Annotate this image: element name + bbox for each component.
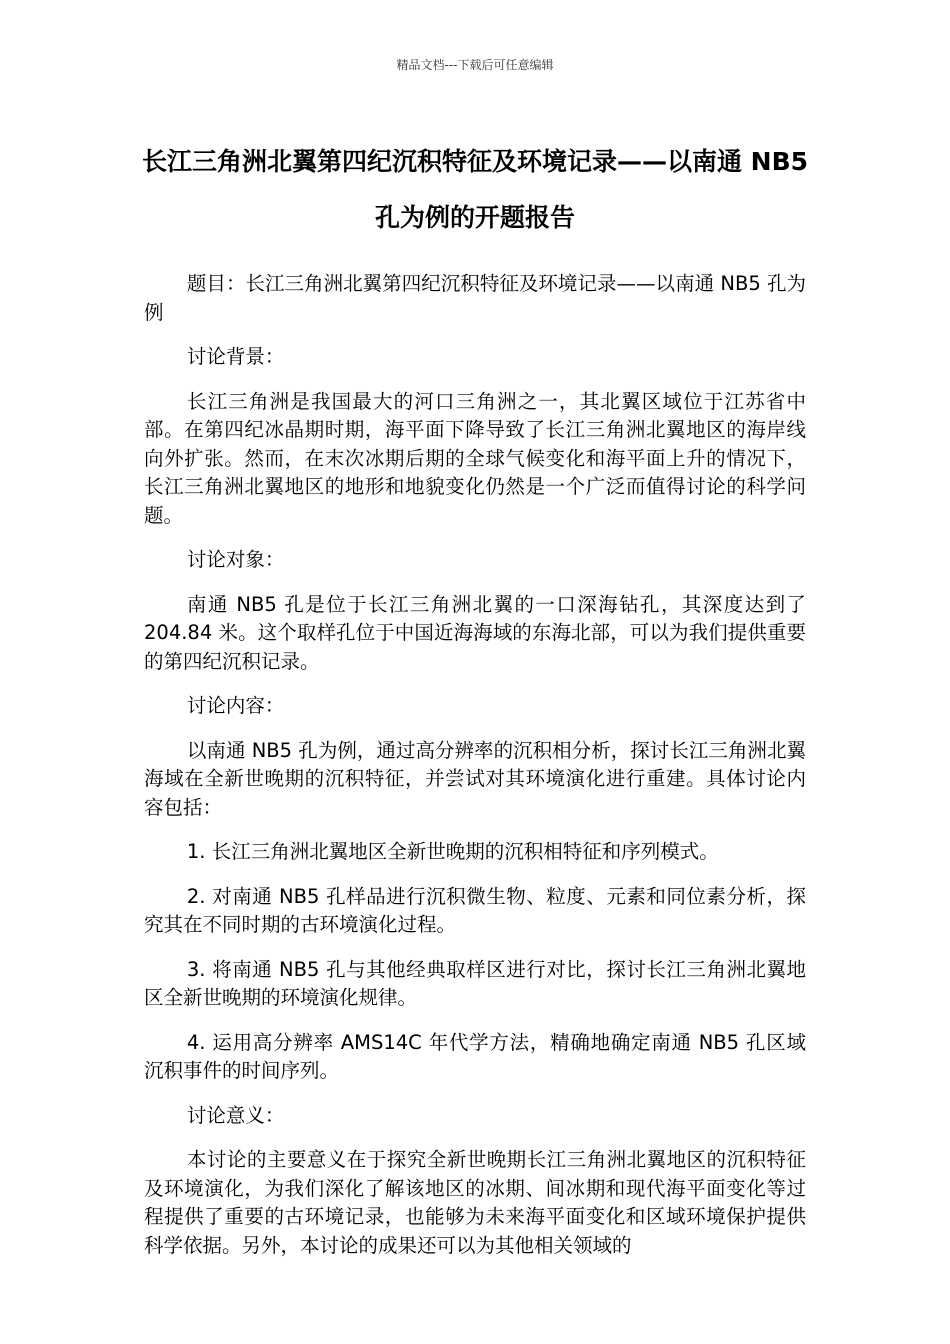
content-heading: 讨论内容：	[186, 694, 285, 717]
content-item-3: 3. 将南通 NB5 孔与其他经典取样区进行对比，探讨长江三角洲北翼地区全新世晚期的环境演化规律。	[144, 957, 806, 1009]
background-heading: 讨论背景：	[186, 345, 285, 368]
header-note: 精品文档---下载后可任意编辑	[396, 58, 554, 72]
background-paragraph: 长江三角洲是我国最大的河口三角洲之一，其北翼区域位于江苏省中部。在第四纪冰晶期时期，海平面下降导致了长江三角洲北翼地区的海岸线向外扩张。然而，在末次冰期后期的全球气候变化和海平面上升的情况下，长江三角洲北翼地区的地形和地貌变化仍然是一个广泛而值得讨论的科学问题。	[144, 389, 806, 527]
subject-heading: 讨论对象：	[186, 548, 285, 571]
document-body	[144, 270, 806, 1276]
content-item-2: 2. 对南通 NB5 孔样品进行沉积微生物、粒度、元素和同位素分析，探究其在不同时期的古环境演化过程。	[144, 884, 806, 936]
significance-heading: 讨论意义：	[186, 1103, 285, 1127]
significance-paragraph: 本讨论的主要意义在于探究全新世晚期长江三角洲北翼地区的沉积特征及环境演化，为我们深化了解该地区的冰期、间冰期和现代海平面变化等过程提供了重要的古环境记录，也能够为未来海平面变化和区域环境保护提供科学依据。另外，本讨论的成果还可以为其他相关领域的	[144, 1148, 806, 1257]
content-item-4: 4. 运用高分辨率 AMS14C 年代学方法，精确地确定南通 NB5 孔区域沉积事件的时间序列。	[144, 1030, 806, 1082]
content-paragraph: 以南通 NB5 孔为例，通过高分辨率的沉积相分析，探讨长江三角洲北翼海域在全新世晚期的沉积特征，并尝试对其环境演化进行重建。具体讨论内容包括：	[144, 738, 806, 819]
document-title: 长江三角洲北翼第四纪沉积特征及环境记录——以南通 NB5 孔为例的开题报告	[141, 147, 809, 232]
content-item-1: 1. 长江三角洲北翼地区全新世晚期的沉积相特征和序列模式。	[186, 840, 719, 863]
topic-paragraph: 题目：长江三角洲北翼第四纪沉积特征及环境记录——以南通 NB5 孔为例	[144, 272, 806, 324]
subject-paragraph: 南通 NB5 孔是位于长江三角洲北翼的一口深海钻孔，其深度达到了 204.84 米。这个取样孔位于中国近海海域的东海北部，可以为我们提供重要的第四纪沉积记录。	[144, 592, 806, 673]
